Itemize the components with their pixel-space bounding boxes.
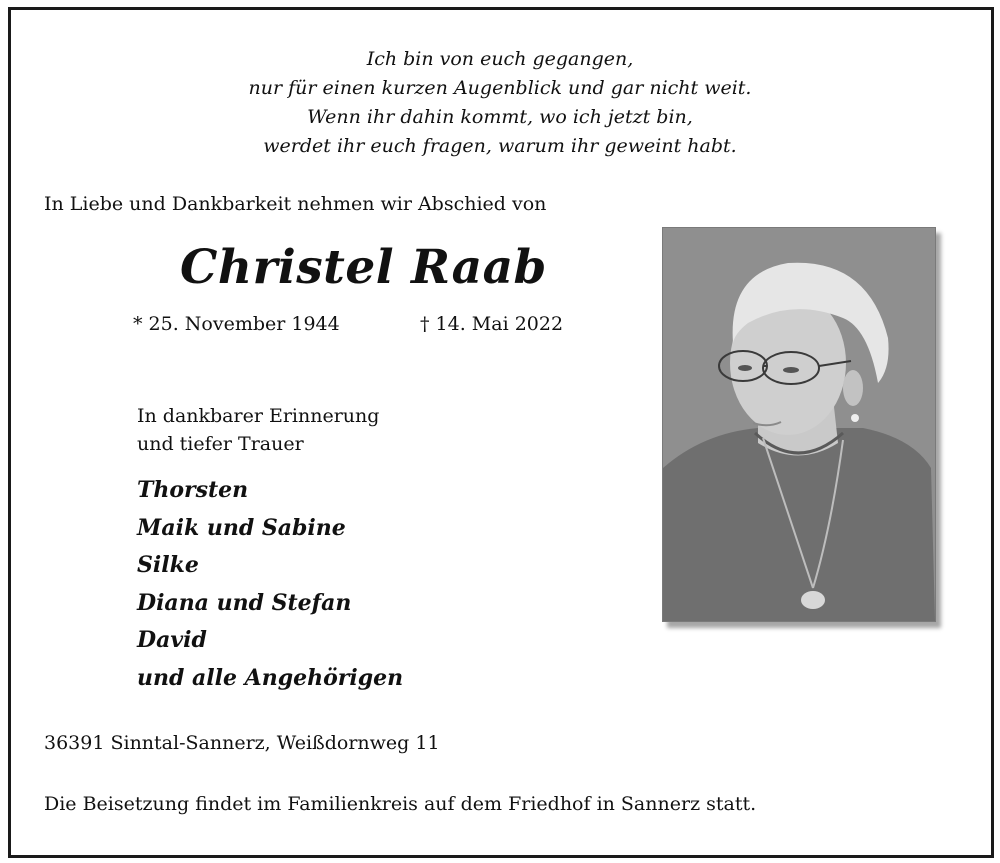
death-date: † 14. Mai 2022 [420, 313, 564, 335]
farewell-intro: In Liebe und Dankbarkeit nehmen wir Abschied von [44, 193, 547, 215]
poem-line: nur für einen kurzen Augenblick und gar nicht weit. [248, 77, 752, 99]
poem-line: Wenn ihr dahin kommt, wo ich jetzt bin, [307, 106, 693, 128]
portrait-photo [662, 227, 936, 622]
relative-name: Diana und Stefan [137, 589, 352, 616]
birth-date: * 25. November 1944 [133, 313, 340, 335]
relative-name: Thorsten [137, 477, 249, 503]
deceased-name: Christel Raab [180, 240, 547, 295]
poem-line: werdet ihr euch fragen, warum ihr geweint habt. [263, 135, 737, 157]
relative-name: und alle Angehörigen [137, 664, 404, 691]
memorial-poem [0, 45, 1000, 161]
poem-line: Ich bin von euch gegangen, [366, 48, 634, 70]
burial-note: Die Beisetzung findet im Familienkreis auf dem Friedhof in Sannerz statt. [44, 793, 757, 815]
portrait-illustration [663, 228, 935, 621]
mourning-line: In dankbarer Erinnerung [137, 405, 380, 427]
mourning-line: und tiefer Trauer [137, 433, 304, 455]
family-address: 36391 Sinntal-Sannerz, Weißdornweg 11 [44, 732, 440, 754]
relative-name: Maik und Sabine [137, 514, 346, 541]
relative-name: Silke [137, 552, 199, 578]
relative-name: David [137, 627, 207, 653]
mourning-phrase [137, 402, 379, 458]
relatives-list [137, 472, 403, 697]
